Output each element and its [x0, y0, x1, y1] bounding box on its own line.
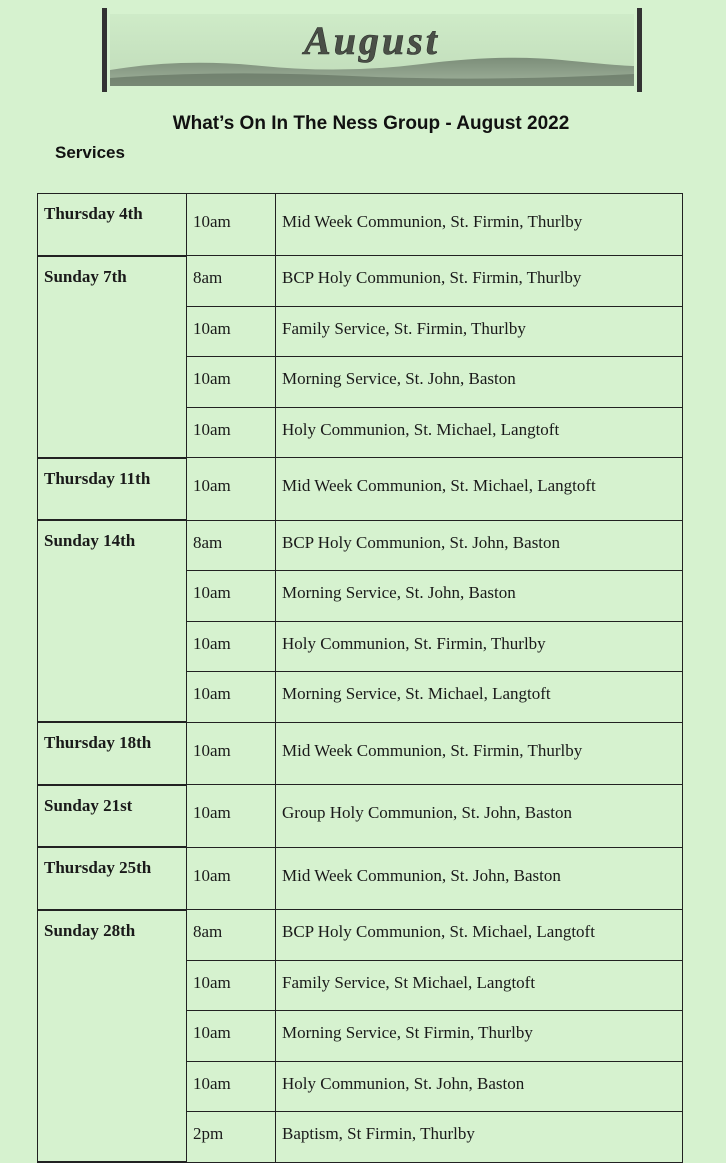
service-time: 10am — [187, 621, 276, 672]
service-description: Morning Service, St. Michael, Langtoft — [276, 672, 683, 723]
service-day: Sunday 14th — [38, 520, 187, 722]
service-time: 10am — [187, 357, 276, 408]
service-time: 8am — [187, 910, 276, 961]
service-description: BCP Holy Communion, St. John, Baston — [276, 520, 683, 571]
service-day: Thursday 11th — [38, 458, 187, 521]
service-time: 8am — [187, 256, 276, 307]
service-time: 10am — [187, 571, 276, 622]
service-time: 10am — [187, 194, 276, 256]
service-description: Family Service, St Michael, Langtoft — [276, 960, 683, 1011]
service-day: Sunday 28th — [38, 910, 187, 1163]
table-row — [38, 458, 683, 521]
service-description: BCP Holy Communion, St. Michael, Langtoft — [276, 910, 683, 961]
service-description: Mid Week Communion, St. Firmin, Thurlby — [276, 194, 683, 256]
service-time: 10am — [187, 306, 276, 357]
banner-month-text: August — [304, 18, 440, 63]
service-time: 10am — [187, 458, 276, 521]
service-description: Family Service, St. Firmin, Thurlby — [276, 306, 683, 357]
services-table — [37, 193, 683, 1163]
service-time: 10am — [187, 847, 276, 910]
table-row — [38, 785, 683, 848]
service-time: 8am — [187, 520, 276, 571]
service-description: Morning Service, St. John, Baston — [276, 357, 683, 408]
service-time: 10am — [187, 407, 276, 458]
table-row — [38, 847, 683, 910]
services-table-body — [38, 194, 683, 1163]
service-day: Sunday 21st — [38, 785, 187, 848]
banner-right-bar — [637, 8, 642, 92]
service-day: Sunday 7th — [38, 256, 187, 458]
banner-left-bar — [102, 8, 107, 92]
service-time: 10am — [187, 1061, 276, 1112]
service-description: Group Holy Communion, St. John, Baston — [276, 785, 683, 848]
section-heading: Services — [55, 143, 125, 162]
service-description: Mid Week Communion, St. Michael, Langtoft — [276, 458, 683, 521]
service-time: 2pm — [187, 1112, 276, 1163]
table-row — [38, 910, 683, 961]
service-time: 10am — [187, 960, 276, 1011]
service-day: Thursday 18th — [38, 722, 187, 785]
service-time: 10am — [187, 785, 276, 848]
table-row — [38, 256, 683, 307]
table-row — [38, 194, 683, 256]
table-row — [38, 722, 683, 785]
service-description: Baptism, St Firmin, Thurlby — [276, 1112, 683, 1163]
page-title: What’s On In The Ness Group - August 2022 — [172, 113, 570, 134]
service-description: Mid Week Communion, St. John, Baston — [276, 847, 683, 910]
service-description: Holy Communion, St. John, Baston — [276, 1061, 683, 1112]
service-description: Holy Communion, St. Firmin, Thurlby — [276, 621, 683, 672]
service-description: Morning Service, St. John, Baston — [276, 571, 683, 622]
service-day: Thursday 25th — [38, 847, 187, 910]
service-time: 10am — [187, 722, 276, 785]
service-time: 10am — [187, 672, 276, 723]
service-description: Holy Communion, St. Michael, Langtoft — [276, 407, 683, 458]
service-description: Morning Service, St Firmin, Thurlby — [276, 1011, 683, 1062]
service-description: BCP Holy Communion, St. Firmin, Thurlby — [276, 256, 683, 307]
table-row — [38, 520, 683, 571]
service-day: Thursday 4th — [38, 194, 187, 256]
month-banner — [102, 8, 642, 92]
service-time: 10am — [187, 1011, 276, 1062]
service-description: Mid Week Communion, St. Firmin, Thurlby — [276, 722, 683, 785]
month-banner-graphic — [102, 8, 642, 92]
